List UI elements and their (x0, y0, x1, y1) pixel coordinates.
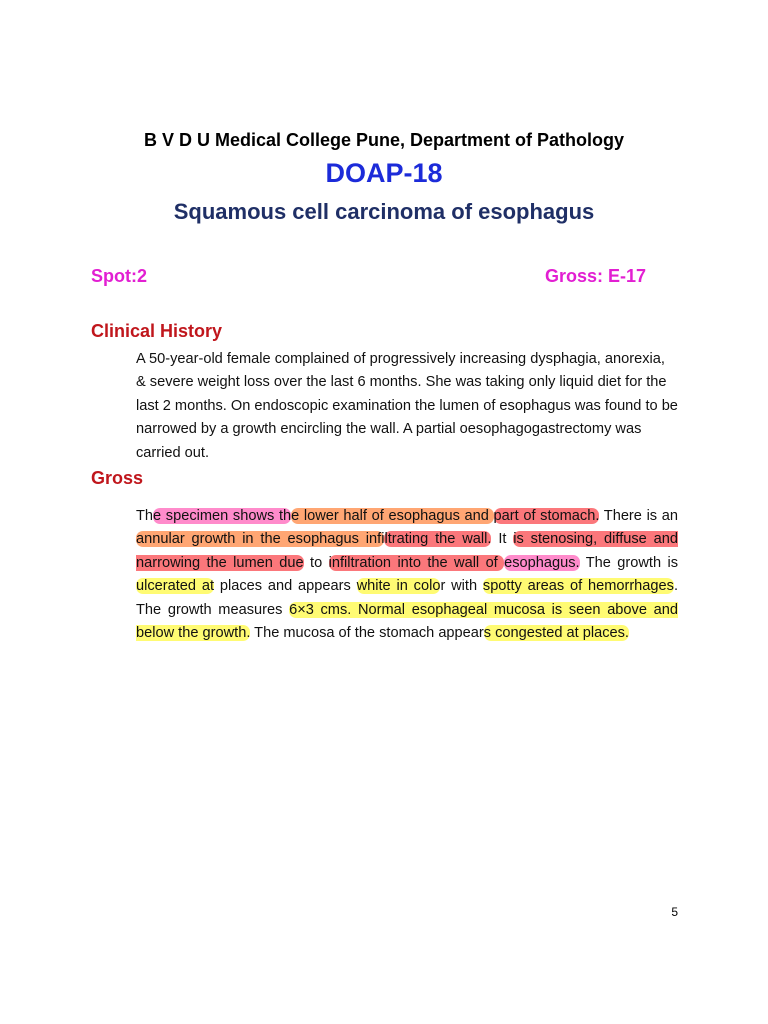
highlighted-text: part of stomach. (493, 508, 600, 524)
highlighted-text: is stenosing, diffuse and narrowing the lumen due (136, 531, 678, 571)
highlighted-text: s congested at places. (483, 625, 629, 642)
paragraph-text: to (303, 554, 329, 571)
highlighted-text: e lower half of esophagus and (291, 508, 494, 524)
highlighted-text: white in colo (356, 578, 441, 595)
paragraph-text: places and appears (214, 578, 357, 595)
paragraph-text: The growth is (579, 554, 679, 571)
paragraph-text: . The growth measures (136, 578, 679, 618)
paragraph-text: There is an (599, 508, 679, 524)
highlighted-text: ulcerated at (136, 578, 215, 595)
highlighted-text: spotty areas of hemorrhages (482, 578, 674, 595)
gross-paragraph (136, 505, 678, 645)
highlighted-text: 6×3 cms. Normal esophageal mucosa is seen above and below the growth. (136, 601, 678, 642)
highlighted-text: e specimen shows th (153, 508, 292, 524)
clinical-history-heading: Clinical History (91, 321, 223, 341)
document-title: Squamous cell carcinoma of esophagus (173, 199, 595, 224)
clinical-history-paragraph: A 50-year-old female complained of progressively increasing dysphagia, anorexia, & severe weight loss over the last 6 months. She was taking only liquid diet for the last 2 months. On endoscopic examination the lumen of esophagus was found to be narrowed by a growth encircling the wall. A partial oesophagogastrectomy was carried out. (136, 351, 678, 461)
paragraph-text: It (491, 531, 514, 548)
highlighted-text: esophagus. (504, 554, 580, 571)
institute-header: B V D U Medical College Pune, Department of Pathology (143, 130, 625, 150)
highlighted-text: annular growth in the esophagus infi (136, 531, 385, 548)
gross-heading: Gross (91, 468, 144, 488)
paragraph-text: The mucosa of the stomach appear (250, 625, 484, 642)
highlighted-text: ltrating the wall. (384, 531, 492, 548)
document-code: DOAP-18 (325, 158, 443, 188)
highlighted-text: infiltration into the wall of (328, 554, 505, 571)
page-number: 5 (671, 905, 678, 919)
paragraph-text: Th (136, 508, 154, 524)
gross-code-label: Gross: E-17 (544, 266, 646, 286)
spot-label: Spot:2 (91, 266, 147, 286)
paragraph-text: r with (440, 578, 483, 595)
